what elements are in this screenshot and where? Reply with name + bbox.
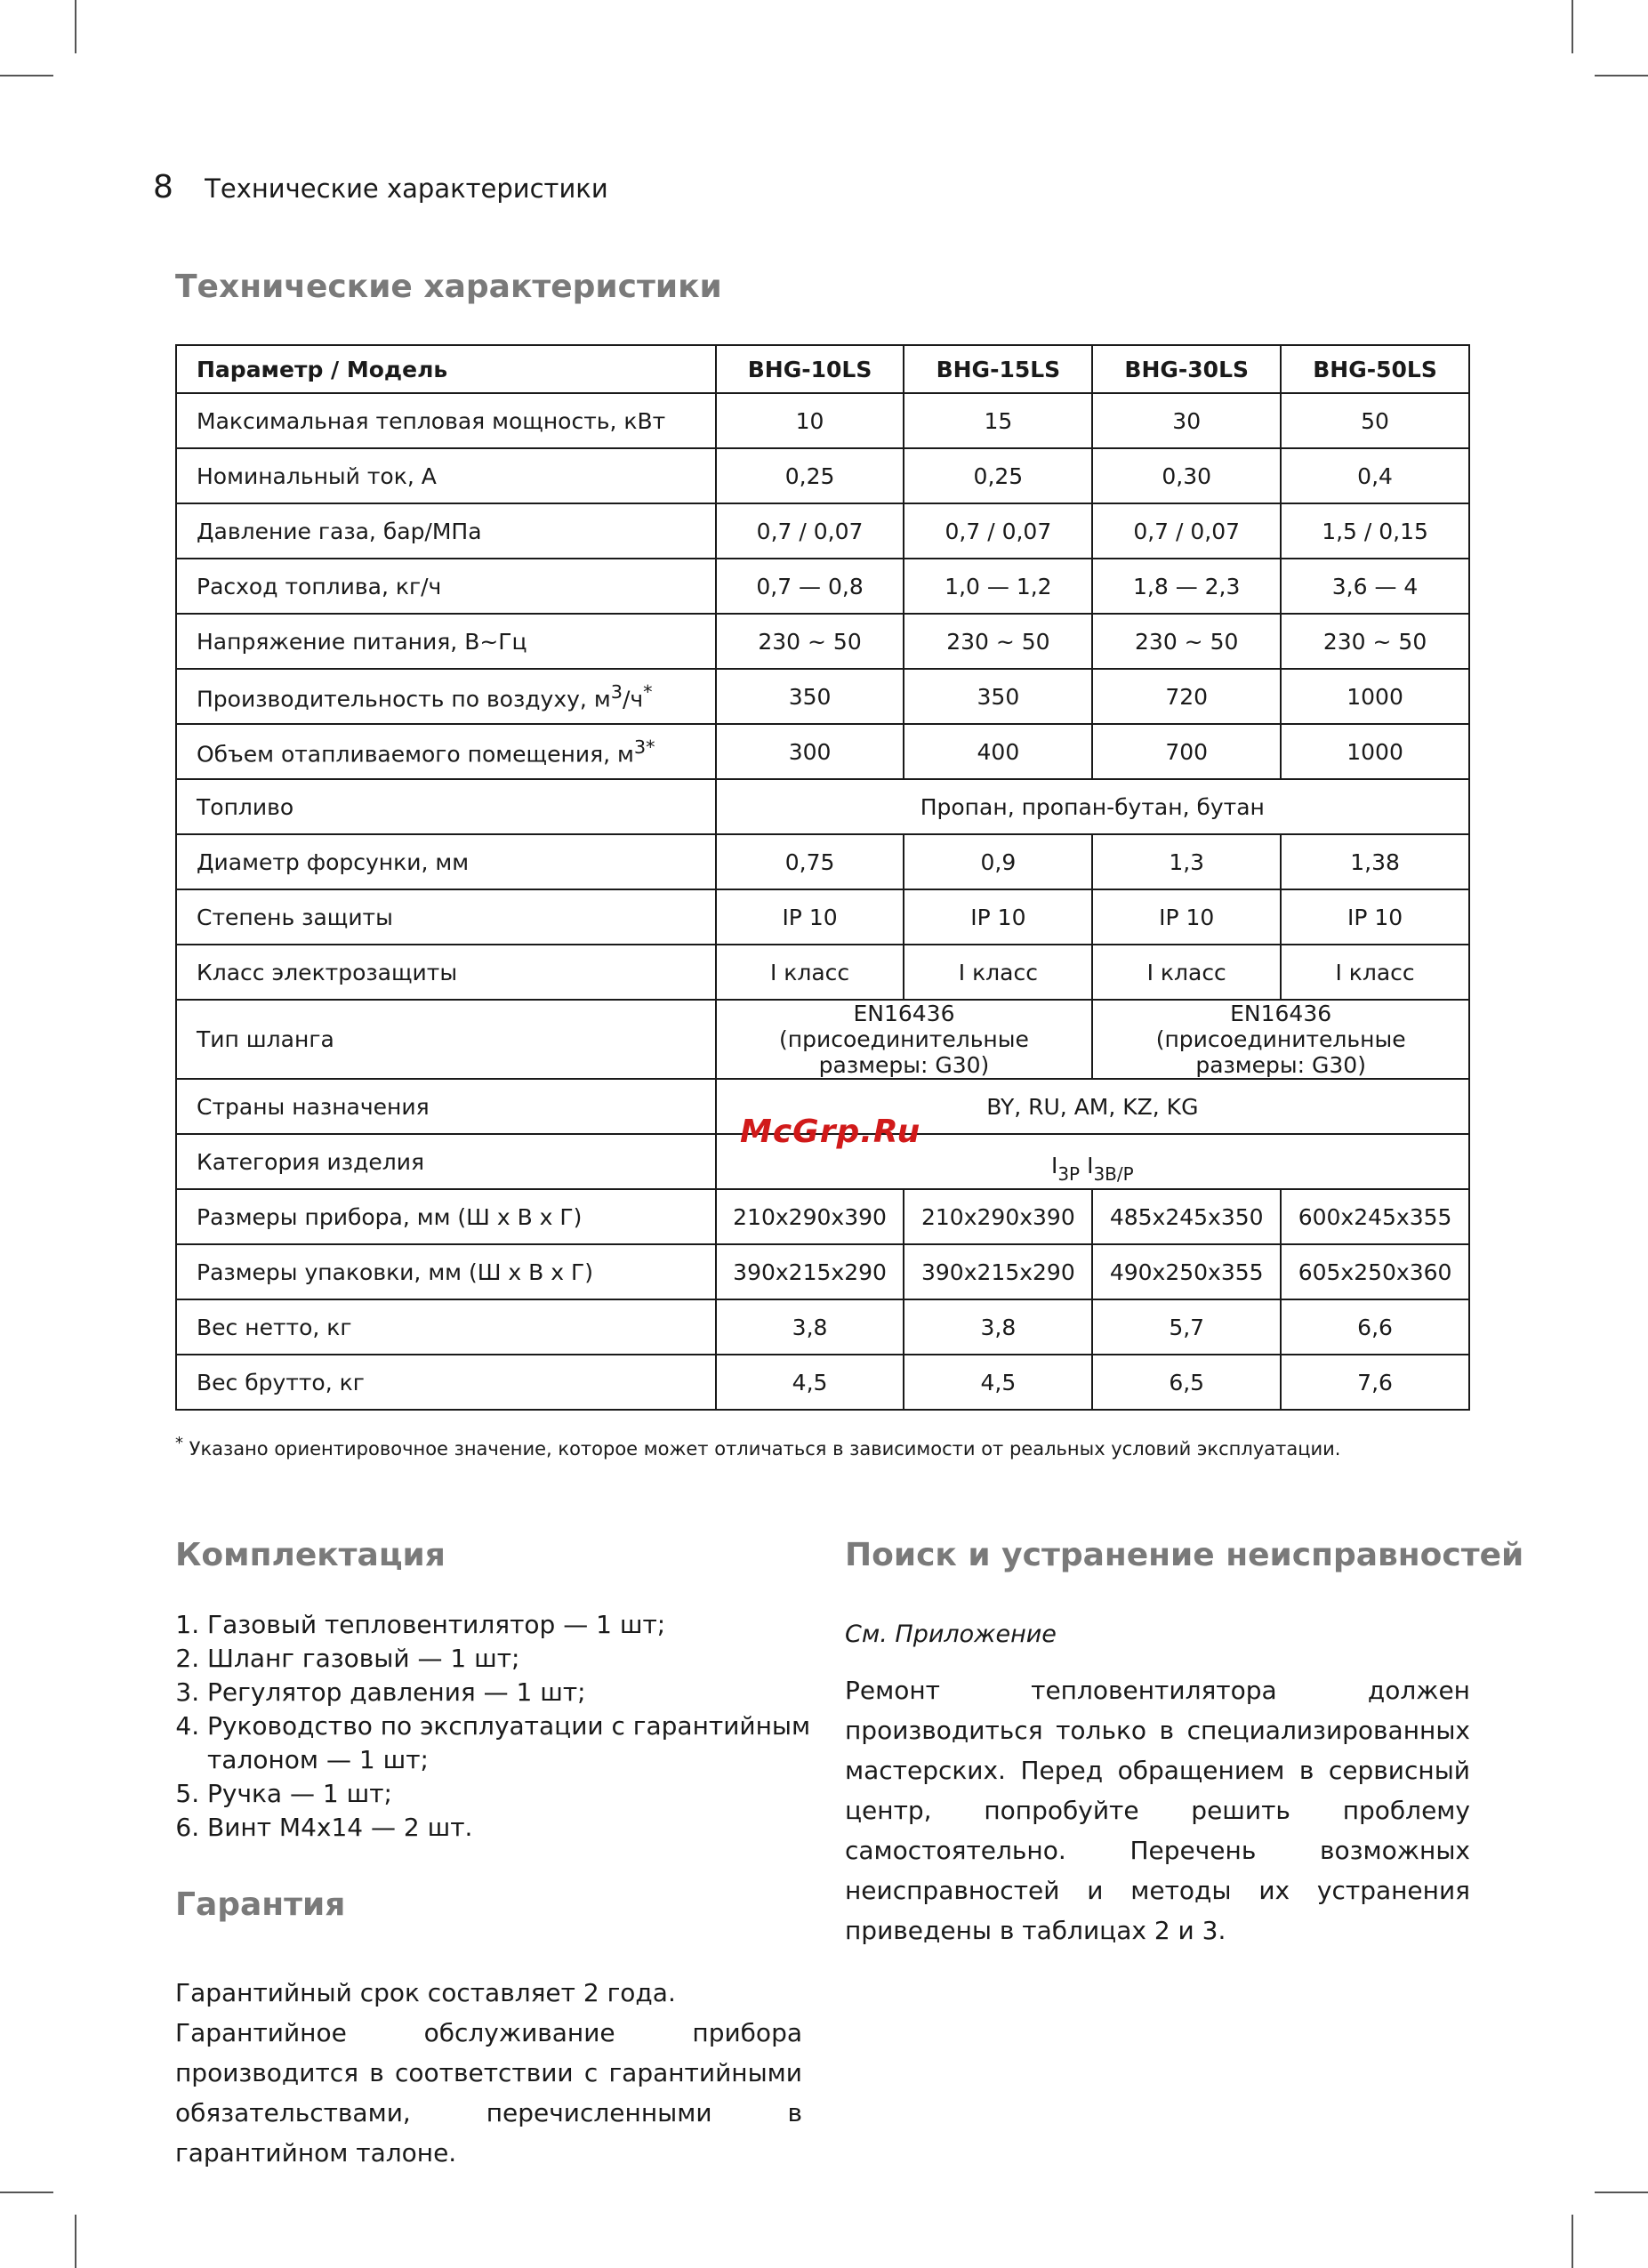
row-label: Класс электрозащиты (176, 945, 716, 1000)
row-label: Топливо (176, 779, 716, 834)
table-row (176, 669, 1469, 724)
table-cell: 350 (716, 669, 904, 724)
table-cell: 300 (716, 724, 904, 779)
table-cell: 6,6 (1281, 1299, 1469, 1355)
superscript: 3 (610, 680, 623, 703)
table-cell: 0,25 (904, 448, 1092, 503)
crop-mark (75, 0, 76, 53)
crop-mark (1572, 2215, 1573, 2268)
table-cell: 390x215x290 (904, 1244, 1092, 1299)
list-item: 4. Руководство по эксплуатации с гарантийным талоном — 1 шт; (207, 1709, 830, 1777)
page-header (153, 169, 608, 205)
row-label-text: Объем отапливаемого помещения, м (197, 741, 634, 768)
crop-mark (1595, 75, 1648, 76)
list-item: 3. Регулятор давления — 1 шт; (207, 1676, 830, 1709)
row-label: Страны назначения (176, 1079, 716, 1134)
footnote (175, 1434, 1340, 1460)
category-subscript: 3P (1057, 1163, 1081, 1185)
row-label: Диаметр форсунки, мм (176, 834, 716, 889)
row-label: Номинальный ток, А (176, 448, 716, 503)
row-label (176, 724, 716, 779)
table-cell: 50 (1281, 393, 1469, 448)
crop-mark (75, 2215, 76, 2268)
footnote-text: Указано ориентировочное значение, которое может отличаться в зависимости от реальных условий эксплуатации. (183, 1438, 1341, 1460)
table-cell: 1,8 — 2,3 (1092, 559, 1281, 614)
table-cell: 600x245x355 (1281, 1189, 1469, 1244)
superscript: 3* (633, 736, 655, 758)
table-cell: 210x290x390 (904, 1189, 1092, 1244)
row-label (176, 669, 716, 724)
table-cell: 230 ~ 50 (904, 614, 1092, 669)
table-cell: Пропан, пропан-бутан, бутан (716, 779, 1469, 834)
table-cell: 3,6 — 4 (1281, 559, 1469, 614)
footnote-star: * (643, 680, 653, 703)
warranty-title: Гарантия (175, 1886, 346, 1923)
table-cell: 0,7 / 0,07 (1092, 503, 1281, 559)
table-cell: 1000 (1281, 724, 1469, 779)
troubleshooting-title: Поиск и устранение неисправностей (845, 1537, 1524, 1573)
table-header-row (176, 345, 1469, 393)
table-row (176, 889, 1469, 945)
table-cell: 5,7 (1092, 1299, 1281, 1355)
row-label: Напряжение питания, В~Гц (176, 614, 716, 669)
table-cell: 0,4 (1281, 448, 1469, 503)
table-cell: 210x290x390 (716, 1189, 904, 1244)
table-cell: 720 (1092, 669, 1281, 724)
list-item: 5. Ручка — 1 шт; (207, 1777, 830, 1811)
kit-list (175, 1608, 830, 1845)
table-cell: I класс (1281, 945, 1469, 1000)
table-cell: 230 ~ 50 (1281, 614, 1469, 669)
table-cell: 10 (716, 393, 904, 448)
table-row (176, 503, 1469, 559)
row-label: Вес брутто, кг (176, 1355, 716, 1410)
table-cell: 0,30 (1092, 448, 1281, 503)
table-cell: 1,3 (1092, 834, 1281, 889)
repair-text: Ремонт тепловентилятора должен производиться только в специализированных мастерских. Перед обращением в сервисный центр, попробуйте решить проблему самостоятельно. Перечень возможных неисправностей и методы их устранения приведены в таблицах 2 и 3. (845, 1676, 1470, 1945)
category-subscript: 3B/P (1093, 1163, 1134, 1185)
table-cell: 1,5 / 0,15 (1281, 503, 1469, 559)
table-cell: 3,8 (716, 1299, 904, 1355)
table-cell: I класс (1092, 945, 1281, 1000)
warranty-line: Гарантийный срок составляет 2 года. (175, 1978, 676, 2007)
crop-mark (0, 2192, 53, 2193)
table-row (176, 1244, 1469, 1299)
table-row (176, 1355, 1469, 1410)
table-cell: 0,7 / 0,07 (716, 503, 904, 559)
row-label: Тип шланга (176, 1000, 716, 1079)
table-cell: 700 (1092, 724, 1281, 779)
table-cell: 30 (1092, 393, 1281, 448)
running-title: Технические характеристики (205, 173, 608, 204)
model-header: BHG-30LS (1092, 345, 1281, 393)
spec-title: Технические характеристики (175, 269, 722, 305)
row-label: Расход топлива, кг/ч (176, 559, 716, 614)
see-also-note: См. Приложение (845, 1621, 1057, 1648)
row-label: Размеры упаковки, мм (Ш x В x Г) (176, 1244, 716, 1299)
table-cell: 1,0 — 1,2 (904, 559, 1092, 614)
row-label: Максимальная тепловая мощность, кВт (176, 393, 716, 448)
table-cell: 390x215x290 (716, 1244, 904, 1299)
crop-mark (1572, 0, 1573, 53)
table-cell: I класс (904, 945, 1092, 1000)
table-cell: 485x245x350 (1092, 1189, 1281, 1244)
table-cell: BY, RU, AM, KZ, KG (716, 1079, 1469, 1134)
table-cell: 605x250x360 (1281, 1244, 1469, 1299)
page-number: 8 (153, 169, 173, 205)
table-row (176, 1299, 1469, 1355)
table-cell: 400 (904, 724, 1092, 779)
table-row (176, 448, 1469, 503)
row-label-text: Производительность по воздуху, м (197, 686, 611, 712)
table-cell: 0,7 — 0,8 (716, 559, 904, 614)
kit-title: Комплектация (175, 1537, 446, 1573)
model-header: BHG-50LS (1281, 345, 1469, 393)
list-item: 2. Шланг газовый — 1 шт; (207, 1642, 830, 1676)
table-cell: 230 ~ 50 (716, 614, 904, 669)
table-cell: 0,25 (716, 448, 904, 503)
row-label-tail: /ч (622, 686, 644, 712)
table-cell: IP 10 (1281, 889, 1469, 945)
model-header: BHG-10LS (716, 345, 904, 393)
table-cell: IP 10 (904, 889, 1092, 945)
table-cell: 490x250x355 (1092, 1244, 1281, 1299)
table-cell: EN16436 (присоединительные размеры: G30) (716, 1000, 1093, 1079)
table-cell: 1,38 (1281, 834, 1469, 889)
row-label: Категория изделия (176, 1134, 716, 1189)
category-symbol: I (1087, 1153, 1094, 1178)
table-row (176, 614, 1469, 669)
table-row (176, 779, 1469, 834)
table-cell: 350 (904, 669, 1092, 724)
table-cell: 3,8 (904, 1299, 1092, 1355)
warranty-text (175, 1973, 802, 2173)
row-label: Степень защиты (176, 889, 716, 945)
row-label: Давление газа, бар/МПа (176, 503, 716, 559)
table-cell: 4,5 (716, 1355, 904, 1410)
row-label: Размеры прибора, мм (Ш x В x Г) (176, 1189, 716, 1244)
table-row (176, 1189, 1469, 1244)
table-cell: 7,6 (1281, 1355, 1469, 1410)
table-cell: 0,9 (904, 834, 1092, 889)
warranty-line: Гарантийное обслуживание прибора производится в соответствии с гарантийными обязательствами, перечисленными в гарантийном талоне. (175, 2018, 802, 2167)
crop-mark (1595, 2192, 1648, 2193)
table-cell: IP 10 (716, 889, 904, 945)
crop-mark (0, 75, 53, 76)
table-row (176, 945, 1469, 1000)
list-item: 6. Винт М4х14 — 2 шт. (207, 1811, 830, 1845)
category-value (1051, 1153, 1134, 1185)
row-label: Вес нетто, кг (176, 1299, 716, 1355)
table-cell: I класс (716, 945, 904, 1000)
table-cell: IP 10 (1092, 889, 1281, 945)
category-symbol: I (1050, 1153, 1058, 1178)
table-cell: 0,75 (716, 834, 904, 889)
list-item: 1. Газовый тепловентилятор — 1 шт; (207, 1608, 830, 1642)
model-header: BHG-15LS (904, 345, 1092, 393)
table-row (176, 393, 1469, 448)
table-cell: 6,5 (1092, 1355, 1281, 1410)
table-row (176, 834, 1469, 889)
param-header: Параметр / Модель (176, 345, 716, 393)
footnote-star: * (175, 1434, 183, 1452)
table-cell: 1000 (1281, 669, 1469, 724)
spec-table (175, 344, 1470, 1411)
table-row (176, 724, 1469, 779)
table-row (176, 1000, 1469, 1079)
table-cell: 4,5 (904, 1355, 1092, 1410)
table-cell: EN16436 (присоединительные размеры: G30) (1092, 1000, 1469, 1079)
table-cell: 0,7 / 0,07 (904, 503, 1092, 559)
table-cell: 230 ~ 50 (1092, 614, 1281, 669)
table-row (176, 559, 1469, 614)
watermark: McGrp.Ru (740, 1114, 921, 1150)
table-cell: 15 (904, 393, 1092, 448)
